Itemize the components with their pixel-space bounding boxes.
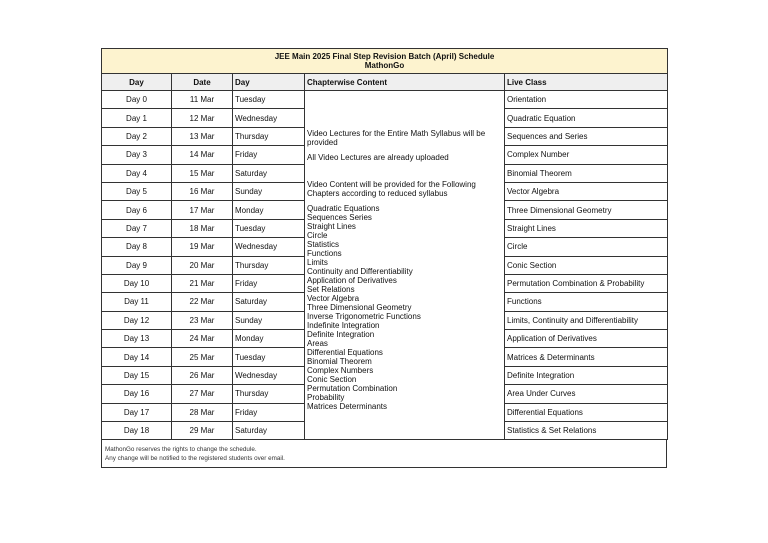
reduced-syllabus-note: Video Content will be provided for the Following Chapters according to reduced syllabus: [307, 180, 476, 198]
cell-day: Day 4: [102, 164, 172, 182]
cell-date: 16 Mar: [172, 182, 233, 200]
cell-weekday: Tuesday: [233, 91, 305, 109]
chapter-item: Matrices Determinants: [307, 402, 388, 411]
cell-day: Day 13: [102, 330, 172, 348]
cell-weekday: Sunday: [233, 311, 305, 329]
chapter-item: Application of Derivatives: [307, 276, 397, 285]
cell-live-class: Matrices & Determinants: [505, 348, 668, 366]
footer-line-2: Any change will be notified to the registered students over email.: [105, 455, 285, 463]
chapter-item: Binomial Theorem: [307, 357, 372, 366]
chapter-item: Conic Section: [307, 375, 357, 384]
cell-date: 26 Mar: [172, 366, 233, 384]
cell-day: Day 2: [102, 127, 172, 145]
video-lectures-note: Video Lectures for the Entire Math Syllabus will be provided: [307, 129, 486, 147]
chapter-item: Straight Lines: [307, 222, 356, 231]
footer-line-1: MathonGo reserves the rights to change the schedule.: [105, 446, 257, 454]
cell-weekday: Saturday: [233, 422, 305, 440]
cell-day: Day 14: [102, 348, 172, 366]
cell-day: Day 12: [102, 311, 172, 329]
cell-live-class: Vector Algebra: [505, 182, 668, 200]
cell-weekday: Wednesday: [233, 109, 305, 127]
schedule-footer: [101, 440, 667, 468]
cell-live-class: Statistics & Set Relations: [505, 422, 668, 440]
cell-day: Day 3: [102, 146, 172, 164]
header-live-class: Live Class: [505, 74, 668, 91]
cell-date: 27 Mar: [172, 385, 233, 403]
cell-live-class: Quadratic Equation: [505, 109, 668, 127]
cell-live-class: Area Under Curves: [505, 385, 668, 403]
chapter-item: Statistics: [307, 240, 340, 249]
cell-day: Day 6: [102, 201, 172, 219]
chapter-item: Probability: [307, 393, 345, 402]
cell-day: Day 16: [102, 385, 172, 403]
cell-date: 15 Mar: [172, 164, 233, 182]
cell-date: 24 Mar: [172, 330, 233, 348]
cell-day: Day 9: [102, 256, 172, 274]
chapter-item: Indefinite Integration: [307, 321, 380, 330]
cell-weekday: Saturday: [233, 293, 305, 311]
cell-live-class: Circle: [505, 238, 668, 256]
uploaded-note: All Video Lectures are already uploaded: [307, 153, 449, 162]
cell-weekday: Monday: [233, 201, 305, 219]
cell-date: 12 Mar: [172, 109, 233, 127]
title-line-1: JEE Main 2025 Final Step Revision Batch (April) Schedule: [274, 52, 495, 61]
cell-day: Day 11: [102, 293, 172, 311]
cell-date: 23 Mar: [172, 311, 233, 329]
cell-weekday: Tuesday: [233, 348, 305, 366]
cell-day: Day 17: [102, 403, 172, 421]
cell-day: Day 10: [102, 274, 172, 292]
cell-weekday: Saturday: [233, 164, 305, 182]
cell-live-class: Limits, Continuity and Differentiability: [505, 311, 668, 329]
cell-weekday: Friday: [233, 403, 305, 421]
chapter-item: Areas: [307, 339, 328, 348]
header-row: [102, 74, 668, 91]
cell-date: 17 Mar: [172, 201, 233, 219]
cell-day: Day 5: [102, 182, 172, 200]
cell-day: Day 15: [102, 366, 172, 384]
cell-live-class: Definite Integration: [505, 366, 668, 384]
cell-date: 18 Mar: [172, 219, 233, 237]
chapter-item: Functions: [307, 249, 342, 258]
cell-live-class: Binomial Theorem: [505, 164, 668, 182]
cell-day: Day 0: [102, 91, 172, 109]
cell-weekday: Sunday: [233, 182, 305, 200]
chapter-item: Definite Integration: [307, 330, 375, 339]
chapter-item: Differential Equations: [307, 348, 383, 357]
header-weekday: Day: [233, 74, 305, 91]
chapter-item: Quadratic Equations: [307, 204, 380, 213]
cell-live-class: Orientation: [505, 91, 668, 109]
chapter-item: Vector Algebra: [307, 294, 360, 303]
header-date: Date: [172, 74, 233, 91]
header-content: Chapterwise Content: [305, 74, 505, 91]
cell-live-class: Differential Equations: [505, 403, 668, 421]
cell-live-class: Permutation Combination & Probability: [505, 274, 668, 292]
cell-day: Day 18: [102, 422, 172, 440]
cell-weekday: Thursday: [233, 256, 305, 274]
header-day: Day: [102, 74, 172, 91]
cell-date: 28 Mar: [172, 403, 233, 421]
chapter-item: Set Relations: [307, 285, 355, 294]
cell-live-class: Conic Section: [505, 256, 668, 274]
cell-day: Day 8: [102, 238, 172, 256]
cell-weekday: Friday: [233, 146, 305, 164]
cell-weekday: Wednesday: [233, 366, 305, 384]
cell-live-class: Sequences and Series: [505, 127, 668, 145]
cell-date: 29 Mar: [172, 422, 233, 440]
cell-live-class: Functions: [505, 293, 668, 311]
chapterwise-content-cell: [305, 91, 505, 440]
chapter-item: Inverse Trigonometric Functions: [307, 312, 421, 321]
cell-weekday: Tuesday: [233, 219, 305, 237]
chapter-item: Limits: [307, 258, 328, 267]
cell-date: 11 Mar: [172, 91, 233, 109]
chapter-item: Continuity and Differentiability: [307, 267, 413, 276]
schedule-title: [102, 49, 668, 74]
cell-day: Day 1: [102, 109, 172, 127]
cell-day: Day 7: [102, 219, 172, 237]
schedule-sheet: [101, 48, 667, 468]
schedule-table: [101, 48, 668, 440]
chapter-item: Complex Numbers: [307, 366, 374, 375]
chapter-item: Sequences Series: [307, 213, 372, 222]
chapter-item: Circle: [307, 231, 328, 240]
cell-date: 20 Mar: [172, 256, 233, 274]
cell-date: 13 Mar: [172, 127, 233, 145]
cell-weekday: Wednesday: [233, 238, 305, 256]
cell-date: 14 Mar: [172, 146, 233, 164]
cell-weekday: Thursday: [233, 127, 305, 145]
chapter-item: Three Dimensional Geometry: [307, 303, 412, 312]
cell-live-class: Straight Lines: [505, 219, 668, 237]
cell-date: 25 Mar: [172, 348, 233, 366]
table-row: [102, 91, 668, 109]
cell-date: 19 Mar: [172, 238, 233, 256]
cell-live-class: Complex Number: [505, 146, 668, 164]
title-line-2: MathonGo: [364, 61, 405, 70]
cell-live-class: Three Dimensional Geometry: [505, 201, 668, 219]
cell-weekday: Monday: [233, 330, 305, 348]
chapter-item: Permutation Combination: [307, 384, 398, 393]
cell-weekday: Thursday: [233, 385, 305, 403]
cell-date: 21 Mar: [172, 274, 233, 292]
cell-date: 22 Mar: [172, 293, 233, 311]
cell-live-class: Application of Derivatives: [505, 330, 668, 348]
cell-weekday: Friday: [233, 274, 305, 292]
